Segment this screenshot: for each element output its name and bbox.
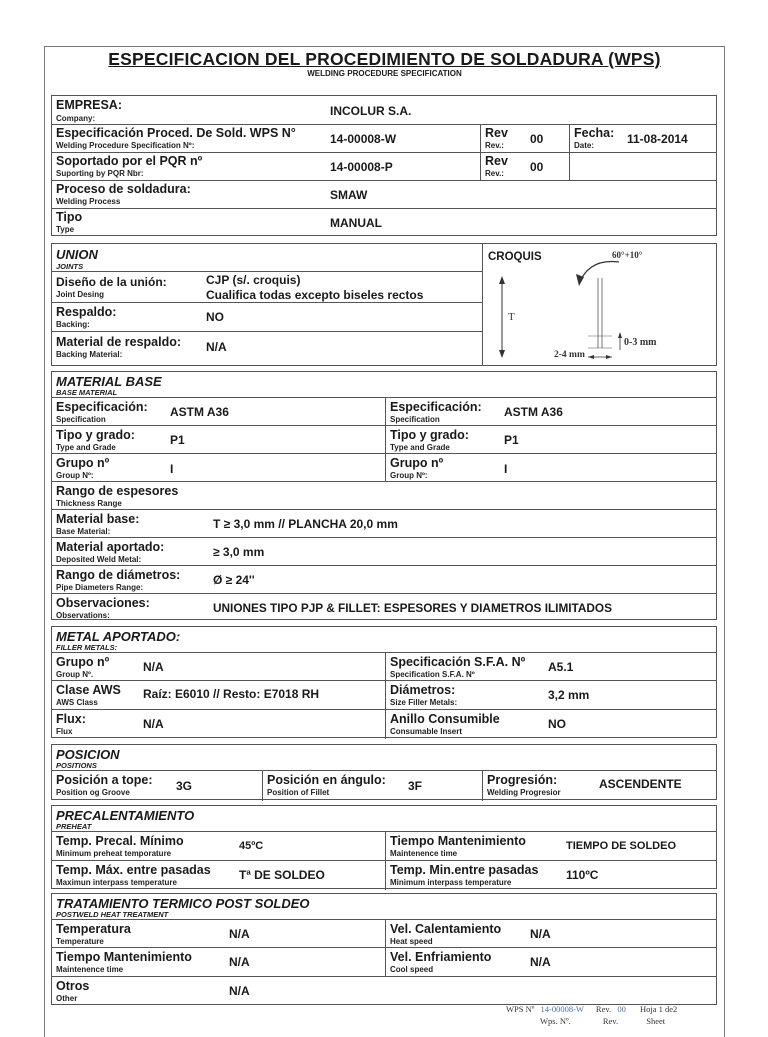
- precal-mant-label: Tiempo Mantenimiento: [390, 834, 526, 848]
- precal-header-row: [52, 806, 716, 832]
- diseno-label: Diseño de la unión:: [56, 275, 167, 289]
- tratamiento-header-row: [52, 894, 716, 920]
- temperatura-value: N/A: [229, 927, 250, 941]
- especificacion-2-sub: Specification: [390, 415, 440, 424]
- vel-enfriamiento-value: N/A: [530, 955, 551, 969]
- material-aportado-row: [52, 538, 716, 566]
- tipo-grado-row: [52, 426, 716, 454]
- vel-enfriamiento-sub: Cool speed: [390, 965, 434, 974]
- precal-min-label: Temp. Precal. Mínimo: [56, 834, 184, 848]
- precal-min-pasadas-sub: Minimum interpass temperature: [390, 878, 512, 887]
- vel-calentamiento-label: Vel. Calentamiento: [390, 922, 502, 936]
- footer-hoja: Hoja 1 de2: [639, 1004, 678, 1014]
- grupo-1-value: I: [170, 462, 174, 476]
- observaciones-row: [52, 594, 716, 621]
- material-base-section: [51, 371, 717, 620]
- tiempo-mantenimiento-label: Tiempo Mantenimiento: [56, 950, 192, 964]
- diseno-sub: Joint Desing: [56, 290, 105, 299]
- footer-wps-label: WPS Nº: [506, 1004, 535, 1014]
- empresa-sub: Company:: [56, 114, 96, 123]
- tratamiento-section: [51, 893, 717, 1005]
- flux-value: N/A: [143, 717, 164, 731]
- diseno-value-2: Cualifica todas excepto biseles rectos: [206, 288, 424, 302]
- diametros-filler-label: Diámetros:: [390, 683, 456, 697]
- precal-row-2: [52, 861, 716, 890]
- anillo-value: NO: [548, 717, 566, 731]
- tipo-grado-2-value: P1: [504, 433, 519, 447]
- material-base-header-row: [52, 372, 716, 398]
- footer-rev-label: Rev.: [595, 1004, 612, 1014]
- wps-sub: Welding Procedure Specification Nº:: [56, 141, 195, 150]
- wps-rev-label: Rev: [485, 126, 508, 140]
- vel-calentamiento-sub: Heat speed: [390, 937, 433, 946]
- rango-diametros-value: Ø ≥ 24'': [213, 573, 255, 587]
- material-respaldo-value: N/A: [206, 340, 227, 354]
- tratamiento-header: TRATAMIENTO TERMICO POST SOLDEO: [56, 896, 310, 911]
- otros-sub: Other: [56, 994, 78, 1003]
- respaldo-sub: Backing:: [56, 320, 90, 329]
- union-header: UNION: [56, 247, 98, 262]
- observaciones-label: Observaciones:: [56, 596, 150, 610]
- proceso-row: [52, 181, 716, 209]
- rango-diametros-sub: Pipe Diameters Range:: [56, 583, 144, 592]
- vel-calentamiento-value: N/A: [530, 927, 551, 941]
- posicion-header: POSICION: [56, 747, 120, 762]
- pqr-label: Soportado por el PQR nº: [56, 154, 203, 168]
- grupo-1-label: Grupo nº: [56, 456, 110, 470]
- precal-min-value: 45ºC: [239, 840, 264, 852]
- grupo-2-label: Grupo nº: [390, 456, 444, 470]
- tiempo-mantenimiento-sub: Maintenence time: [56, 965, 124, 974]
- clase-aws-label: Clase AWS: [56, 683, 121, 697]
- footer-rev-value: 00: [617, 1004, 626, 1014]
- posicion-section: [51, 744, 717, 800]
- tipo-grado-1-sub: Type and Grade: [56, 443, 116, 452]
- fecha-sub: Date:: [574, 141, 595, 150]
- precal-mant-sub: Maintenence time: [390, 849, 458, 858]
- pqr-sub: Suporting by PQR Nbr:: [56, 169, 144, 178]
- empresa-row: [52, 96, 716, 125]
- precal-max-pasadas-value: Tª DE SOLDEO: [239, 868, 325, 882]
- especificacion-1-sub: Specification: [56, 415, 106, 424]
- material-base-header: MATERIAL BASE: [56, 374, 162, 389]
- posicion-angulo-value: 3F: [408, 779, 423, 793]
- document-title: ESPECIFICACION DEL PROCEDIMIENTO DE SOLDADURA (WPS): [108, 49, 661, 69]
- material-respaldo-label: Material de respaldo:: [56, 335, 182, 349]
- posicion-tope-value: 3G: [176, 779, 193, 793]
- posicion-angulo-sub: Position of Fillet: [267, 788, 330, 797]
- especificacion-1-value: ASTM A36: [170, 405, 229, 419]
- posicion-tope-label: Posición a tope:: [56, 773, 153, 787]
- sfa-value: A5.1: [548, 660, 574, 674]
- croquis-gap-label: 2-4 mm: [554, 350, 585, 360]
- metal-grupo-value: N/A: [143, 660, 164, 674]
- material-base-sub: Base Material:: [56, 527, 111, 536]
- empresa-label: EMPRESA:: [56, 98, 122, 112]
- fecha-label: Fecha:: [574, 126, 615, 140]
- anillo-label: Anillo Consumible: [390, 712, 500, 726]
- croquis-t-label: T: [508, 311, 515, 323]
- material-base-row: [52, 510, 716, 538]
- proceso-value: SMAW: [330, 188, 368, 202]
- footer-rev-sub: Rev.: [602, 1016, 619, 1026]
- document-subtitle: WELDING PROCEDURE SPECIFICATION: [307, 69, 462, 78]
- posicion-header-sub: POSITIONS: [56, 761, 97, 770]
- rango-espesores-sub: Thickness Range: [56, 499, 122, 508]
- progresion-value: ASCENDENTE: [599, 777, 682, 791]
- croquis-root-face-label: 0-3 mm: [624, 337, 657, 348]
- especificacion-2-label: Especificación:: [390, 400, 482, 414]
- diseno-value-1: CJP (s/. croquis): [206, 273, 301, 287]
- respaldo-value: NO: [206, 310, 224, 324]
- tipo-value: MANUAL: [330, 216, 382, 230]
- croquis-sketch: [484, 244, 716, 366]
- rango-espesores-label: Rango de espesores: [56, 484, 179, 498]
- especificacion-2-value: ASTM A36: [504, 405, 563, 419]
- rango-diametros-row: [52, 566, 716, 594]
- grupo-1-sub: Group Nº:: [56, 471, 94, 480]
- tiempo-mantenimiento-value: N/A: [229, 955, 250, 969]
- otros-label: Otros: [56, 979, 90, 993]
- tipo-grado-2-label: Tipo y grado:: [390, 428, 469, 442]
- wps-page: [44, 46, 725, 1037]
- rango-espesores-row: [52, 482, 716, 510]
- tipo-sub: Type: [56, 225, 75, 234]
- union-header-sub: JOINTS: [56, 262, 84, 271]
- diametros-filler-value: 3,2 mm: [548, 688, 590, 702]
- wps-row: [52, 125, 716, 153]
- proceso-sub: Welding Process: [56, 197, 121, 206]
- clase-diametros-row: [52, 681, 716, 710]
- sfa-label: Specificación S.F.A. Nº: [390, 655, 526, 669]
- clase-aws-sub: AWS Class: [56, 698, 98, 707]
- tipo-grado-1-label: Tipo y grado:: [56, 428, 135, 442]
- precal-max-pasadas-label: Temp. Máx. entre pasadas: [56, 863, 211, 877]
- sfa-sub: Specification S.F.A. Nº: [390, 670, 475, 679]
- flux-label: Flux:: [56, 712, 86, 726]
- union-section: [51, 243, 717, 366]
- tipo-label: Tipo: [56, 210, 83, 224]
- tratamiento-header-sub: POSTWELD HEAT TREATMENT: [56, 910, 169, 919]
- material-base-header-sub: BASE MATERIAL: [56, 388, 118, 397]
- metal-aportado-header: METAL APORTADO:: [56, 629, 181, 644]
- posicion-row: [52, 771, 716, 801]
- croquis-label: CROQUIS: [488, 251, 542, 263]
- precalentamiento-section: [51, 805, 717, 889]
- footer: [506, 1004, 677, 1014]
- material-base-label: Material base:: [56, 512, 140, 526]
- footer-sheet-sub: Sheet: [646, 1016, 666, 1026]
- especificacion-row: [52, 398, 716, 426]
- tipo-grado-1-value: P1: [170, 433, 185, 447]
- material-aportado-sub: Deposited Weld Metal:: [56, 555, 142, 564]
- wps-value: 14-00008-W: [330, 132, 397, 146]
- vel-enfriamiento-label: Vel. Enfriamiento: [390, 950, 492, 964]
- metal-grupo-label: Grupo nº: [56, 655, 110, 669]
- observaciones-value: UNIONES TIPO PJP & FILLET: ESPESORES Y DIAMETROS ILIMITADOS: [213, 601, 612, 615]
- fecha-value: 11-08-2014: [627, 132, 688, 146]
- metal-aportado-header-sub: FILLER METALS:: [56, 643, 118, 652]
- precal-mant-value: TIEMPO DE SOLDEO: [566, 840, 677, 852]
- grupo-sfa-row: [52, 653, 716, 681]
- flux-anillo-row: [52, 710, 716, 739]
- posicion-angulo-label: Posición en ángulo:: [267, 773, 386, 787]
- precal-min-sub: Minimum preheat temporature: [56, 849, 172, 858]
- proceso-label: Proceso de soldadura:: [56, 182, 191, 196]
- croquis-angle-label: 60°+10°: [612, 250, 643, 260]
- anillo-sub: Consumable Insert: [390, 727, 463, 736]
- material-aportado-label: Material aportado:: [56, 540, 165, 554]
- progresion-label: Progresión:: [487, 773, 558, 787]
- especificacion-1-label: Especificación:: [56, 400, 148, 414]
- empresa-value: INCOLUR S.A.: [330, 104, 412, 118]
- grupo-row: [52, 454, 716, 482]
- precal-min-pasadas-value: 110ºC: [566, 868, 599, 882]
- material-base-value: T ≥ 3,0 mm // PLANCHA 20,0 mm: [213, 517, 398, 531]
- material-aportado-value: ≥ 3,0 mm: [213, 545, 265, 559]
- croquis-angle-arc: [579, 261, 619, 284]
- tipo-grado-2-sub: Type and Grade: [390, 443, 450, 452]
- metal-aportado-header-row: [52, 627, 716, 653]
- clase-aws-value: Raíz: E6010 // Resto: E7018 RH: [143, 687, 320, 701]
- wps-rev-value: 00: [530, 132, 544, 146]
- pqr-value: 14-00008-P: [330, 160, 393, 174]
- flux-sub: Flux: [56, 727, 73, 736]
- otros-value: N/A: [229, 984, 250, 998]
- pqr-rev-sub: Rev.:: [485, 169, 504, 178]
- progresion-sub: Welding Progresior: [487, 788, 561, 797]
- wps-rev-sub: Rev.:: [485, 141, 504, 150]
- grupo-2-value: I: [504, 462, 508, 476]
- posicion-header-row: [52, 745, 716, 771]
- temperatura-label: Temperatura: [56, 922, 131, 936]
- footer-wps-sub: Wps. Nº.: [540, 1016, 571, 1026]
- footer-sub: [540, 1016, 665, 1026]
- observaciones-sub: Observations:: [56, 611, 110, 620]
- diametros-filler-sub: Size Filler Metals:: [390, 698, 458, 707]
- tratamiento-row-1: [52, 920, 716, 948]
- precal-row-1: [52, 832, 716, 861]
- posicion-tope-sub: Position og Groove: [56, 788, 130, 797]
- wps-label: Especificación Proced. De Sold. WPS N°: [56, 126, 296, 140]
- temperatura-sub: Temperature: [56, 937, 104, 946]
- rango-diametros-label: Rango de diámetros:: [56, 568, 181, 582]
- tipo-row: [52, 209, 716, 237]
- tratamiento-row-3: [52, 977, 716, 1006]
- grupo-2-sub: Group Nº:: [390, 471, 428, 480]
- pqr-rev-label: Rev: [485, 154, 508, 168]
- pqr-rev-value: 00: [530, 160, 544, 174]
- precal-max-pasadas-sub: Maximun interpass temperature: [56, 878, 177, 887]
- metal-aportado-section: [51, 626, 717, 738]
- footer-wps-value: 14-00008-W: [540, 1004, 584, 1014]
- respaldo-label: Respaldo:: [56, 305, 117, 319]
- tratamiento-row-2: [52, 948, 716, 977]
- precalentamiento-header-sub: PREHEAT: [56, 822, 92, 831]
- pqr-row: [52, 153, 716, 181]
- metal-grupo-sub: Group Nº.: [56, 670, 94, 679]
- precal-min-pasadas-label: Temp. Min.entre pasadas: [390, 863, 539, 877]
- general-section: [51, 95, 717, 236]
- material-respaldo-sub: Backing Material:: [56, 350, 123, 359]
- precalentamiento-header: PRECALENTAMIENTO: [56, 808, 195, 823]
